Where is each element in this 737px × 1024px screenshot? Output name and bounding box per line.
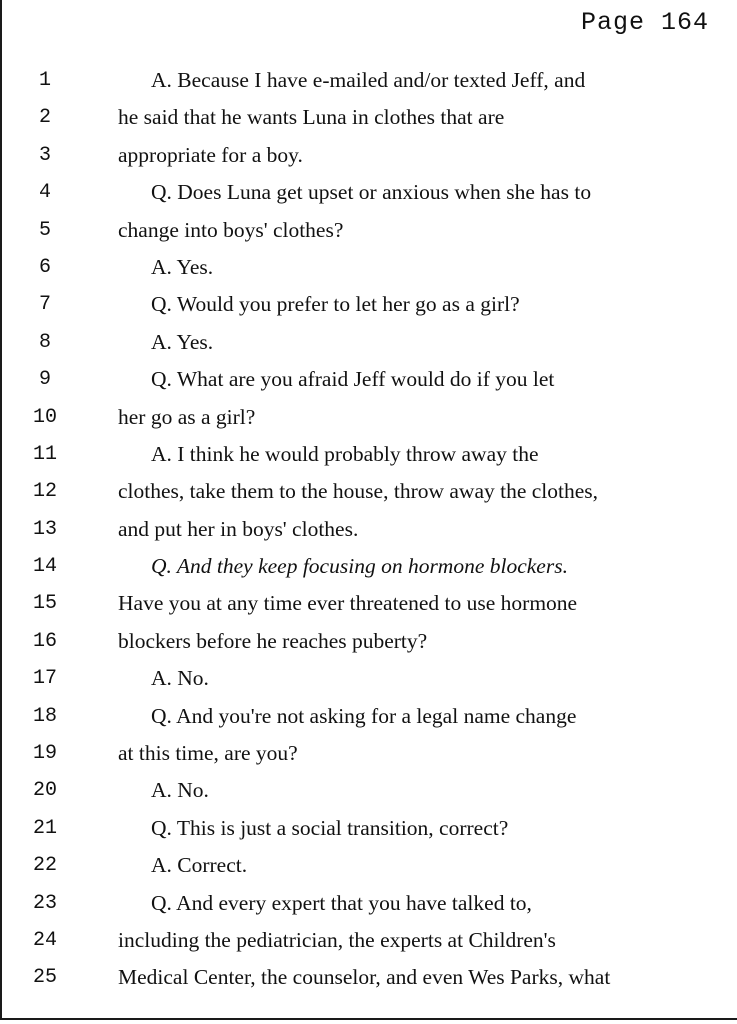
line-text: A. I think he would probably throw away the xyxy=(151,441,539,466)
transcript-line xyxy=(0,847,737,884)
line-number: 14 xyxy=(32,555,57,579)
line-text: Q. What are you afraid Jeff would do if you let xyxy=(151,367,555,392)
line-text: A. Yes. xyxy=(151,329,214,354)
line-number: 19 xyxy=(32,742,57,766)
line-text: blockers before he reaches puberty? xyxy=(118,628,428,653)
transcript-line xyxy=(0,473,737,510)
line-number: 21 xyxy=(32,816,57,840)
transcript-line xyxy=(0,585,737,622)
line-text: and put her in boys' clothes. xyxy=(118,516,359,541)
line-number: 7 xyxy=(38,293,51,317)
transcript-line xyxy=(0,885,737,922)
transcript-line xyxy=(0,99,737,136)
line-number: 25 xyxy=(32,966,57,990)
line-text: change into boys' clothes? xyxy=(118,217,344,242)
transcript-line xyxy=(0,623,737,660)
transcript-line xyxy=(0,511,737,548)
line-text: appropriate for a boy. xyxy=(118,142,303,167)
line-number: 16 xyxy=(32,629,57,653)
transcript-line xyxy=(0,212,737,249)
line-number: 24 xyxy=(32,928,57,952)
transcript-line xyxy=(0,548,737,585)
line-text: Q. This is just a social transition, correct? xyxy=(151,815,509,840)
line-text: A. Correct. xyxy=(151,853,248,878)
line-number: 13 xyxy=(32,517,57,541)
line-number: 22 xyxy=(32,854,57,878)
transcript-line xyxy=(0,324,737,361)
line-text: Have you at any time ever threatened to use hormone xyxy=(118,591,578,616)
line-number: 10 xyxy=(32,405,57,429)
line-text: Q. And they keep focusing on hormone blockers. xyxy=(151,554,568,579)
line-number: 18 xyxy=(32,704,57,728)
line-text: clothes, take them to the house, throw away the clothes, xyxy=(118,479,599,504)
line-number: 3 xyxy=(38,143,51,167)
transcript-line xyxy=(0,735,737,772)
transcript-line xyxy=(0,137,737,174)
line-text: Q. Does Luna get upset or anxious when she has to xyxy=(151,180,592,205)
line-text: A. No. xyxy=(151,778,209,803)
line-text: including the pediatrician, the experts at Children's xyxy=(118,927,556,952)
line-number: 6 xyxy=(38,255,51,279)
transcript-line xyxy=(0,62,737,99)
transcript-line xyxy=(0,174,737,211)
line-text: he said that he wants Luna in clothes that are xyxy=(118,105,505,130)
transcript-line xyxy=(0,361,737,398)
transcript-line xyxy=(0,286,737,323)
line-number: 11 xyxy=(32,442,57,466)
line-number: 12 xyxy=(32,480,57,504)
line-number: 2 xyxy=(38,106,51,130)
line-text: A. Yes. xyxy=(151,254,214,279)
line-text: Medical Center, the counselor, and even Wes Parks, what xyxy=(118,965,611,990)
line-number: 9 xyxy=(38,368,51,392)
transcript-line xyxy=(0,249,737,286)
line-text: her go as a girl? xyxy=(118,404,256,429)
transcript-lines xyxy=(0,62,737,997)
line-number: 17 xyxy=(32,667,57,691)
line-text: A. No. xyxy=(151,666,209,691)
line-number: 4 xyxy=(38,181,51,205)
transcript-line xyxy=(0,959,737,996)
line-text: Q. And every expert that you have talked to, xyxy=(151,890,532,915)
transcript-line xyxy=(0,660,737,697)
transcript-line xyxy=(0,698,737,735)
transcript-line xyxy=(0,772,737,809)
line-text: at this time, are you? xyxy=(118,741,298,766)
transcript-line xyxy=(0,922,737,959)
line-text: Q. And you're not asking for a legal name change xyxy=(151,703,577,728)
line-text: A. Because I have e-mailed and/or texted Jeff, and xyxy=(151,68,586,92)
transcript-line xyxy=(0,436,737,473)
line-number: 15 xyxy=(32,592,57,616)
line-text: Q. Would you prefer to let her go as a girl? xyxy=(151,292,520,317)
line-number: 8 xyxy=(38,330,51,354)
page-bottom-border xyxy=(0,1018,737,1020)
line-number: 5 xyxy=(38,218,51,242)
transcript-line xyxy=(0,399,737,436)
line-number: 1 xyxy=(38,69,51,92)
page-number-header: Page 164 xyxy=(580,8,709,37)
line-number: 23 xyxy=(32,891,57,915)
line-number: 20 xyxy=(32,779,57,803)
transcript-line xyxy=(0,810,737,847)
